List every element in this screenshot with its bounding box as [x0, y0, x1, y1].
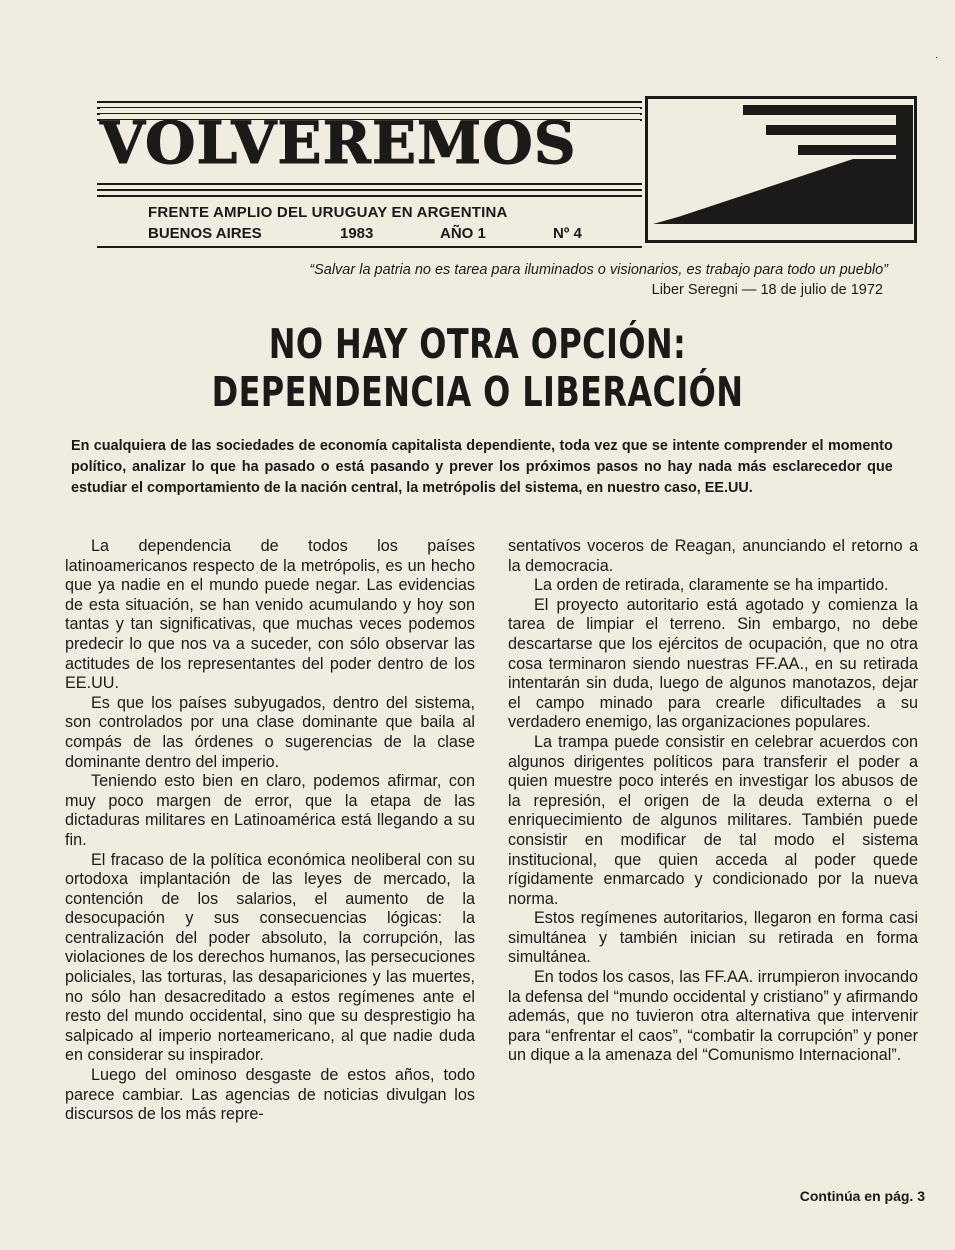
volume: AÑO 1 [440, 225, 486, 242]
continues-on-page: Continúa en pág. 3 [799, 1188, 925, 1204]
paragraph: Es que los países subyugados, dentro del sistema, son controlados por una clase dominante que baila al compás de las órdenes o sugerencias de la clase dominante dentro del imperio. [65, 693, 475, 771]
article-column-1 [65, 537, 475, 1125]
city: BUENOS AIRES [148, 225, 262, 242]
paragraph: sentativos voceros de Reagan, anunciando el retorno a la democracia. [508, 537, 918, 575]
frente-amplio-emblem-icon [648, 99, 914, 240]
corner-mark: · [935, 52, 939, 63]
paragraph: La trampa puede consistir en celebrar acuerdos con algunos dirigentes políticos para transferir el poder a quien muestre poco interés en investigar los abusos de la represión, el origen de la deuda externa o el enriquecimiento de algunos militares. También puede consistir en modificar de tal modo el sistema institucional, que quien acceda al poder quede rígidamente enmarcado y condicionado por la nueva norma. [508, 732, 918, 908]
masthead-title: VOLVEREMOS [100, 108, 640, 178]
article-column-2 [508, 537, 918, 1066]
paragraph: La dependencia de todos los países latinoamericanos respecto de la metrópolis, es un hecho que ya nadie en el mundo puede negar. Las evidencias de esta situación, se han venido acumulando y hoy son tantas y tan significativas, que muchas veces podemos predecir lo que nos va a suceder, con sólo observar las actitudes de los representantes del poder dentro de los EE.UU. [65, 537, 475, 693]
lead-paragraph: En cualquiera de las sociedades de economía capitalista dependiente, toda vez que se intente comprender el momento político, analizar lo que ha pasado o está pasando y prever los próximos pasos no hay nada más esclarecedor que estudiar el comportamiento de la nación central, la metrópolis del sistema, en nuestro caso, EE.UU. [71, 437, 893, 496]
paragraph: La orden de retirada, claramente se ha impartido. [534, 576, 889, 595]
frente-amplio-logo [645, 96, 917, 243]
paragraph: El fracaso de la política económica neoliberal con su ortodoxa implantación de las leyes de mercado, la contención de los salarios, el aumento de la desocupación y sus consecuencias lógicas: la centralización del poder absoluto, la corrupción, las violaciones de los derechos humanos, las persecuciones policiales, las torturas, las desapariciones y las muertes, no sólo han desacreditado a estos regímenes ante el resto del mundo occidental, sino que su desprestigio ha salpicado al imperio norteamericano, al que nadie duda en considerar su inspirador. [65, 850, 475, 1065]
seregni-quote: “Salvar la patria no es tarea para iluminados o visionarios, es trabajo para todo un pueblo” [309, 262, 888, 278]
headline-line-2: DEPENDENCIA O LIBERACIÓN [211, 368, 744, 416]
year: 1983 [340, 225, 374, 242]
quote-author: Liber Seregni — 18 de julio de 1972 [651, 282, 883, 298]
paragraph: Teniendo esto bien en claro, podemos afirmar, con muy poco margen de error, que la etapa de las dictaduras militares en Latinoamérica está llegando a su fin. [65, 772, 475, 849]
headline-line-1: NO HAY OTRA OPCIÓN: [268, 320, 687, 368]
paragraph: Luego del ominoso desgaste de estos años, todo parece cambiar. Las agencias de noticias divulgan los discursos de los más repre- [65, 1066, 475, 1124]
paragraph: Estos regímenes autoritarios, llegaron en forma casi simultánea y también inician su retirada en forma simultánea. [508, 909, 918, 967]
paragraph: El proyecto autoritario está agotado y comienza la tarea de limpiar el terreno. Sin embargo, no debe descartarse que los ejércitos de ocupación, que no otra cosa terminaron siendo nuestras FF.AA., en su retirada intentarán sin duda, luego de algunos manotazos, dejar el campo minado para crearle dificultades a su verdadero enemigo, las organizaciones populares. [508, 595, 918, 732]
organization-name: FRENTE AMPLIO DEL URUGUAY EN ARGENTINA [148, 204, 508, 221]
paragraph: En todos los casos, las FF.AA. irrumpieron invocando la defensa del “mundo occidental y cristiano” y afirmando además, que no tuvieron otra alternativa que intervenir para “enfrentar el caos”, “combatir la corrupción” y poner un dique a la amenaza del “Comunismo Internacional”. [508, 968, 918, 1065]
issue-number: Nº 4 [553, 225, 582, 242]
